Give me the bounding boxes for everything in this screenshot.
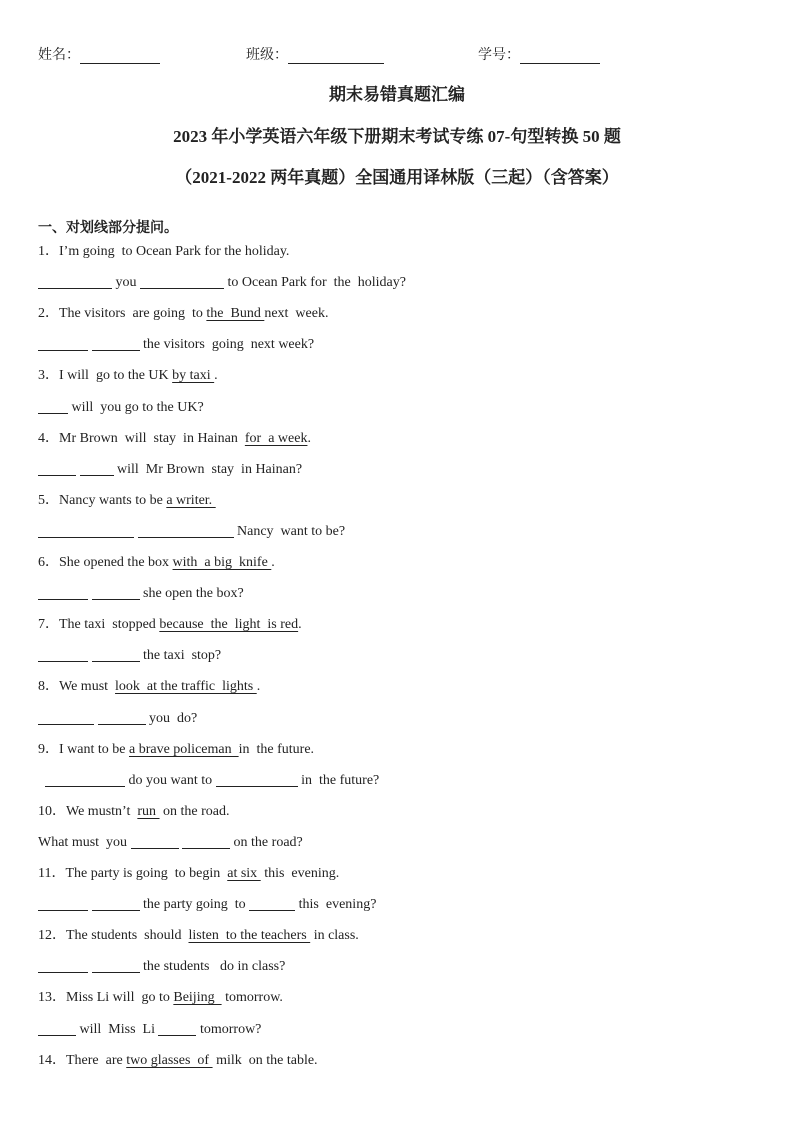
question-text: in the future.	[238, 741, 315, 757]
answer-text: you	[112, 275, 140, 291]
answer-blank[interactable]	[45, 772, 125, 787]
answer-blank[interactable]	[92, 958, 140, 973]
answer-text: tomorrow?	[196, 1021, 262, 1037]
student-id-label: 学号：	[478, 48, 520, 63]
answer-line-1	[38, 274, 406, 292]
answer-text: do you want to	[125, 772, 216, 788]
answer-text: she open the box?	[139, 586, 244, 602]
answer-line-9	[38, 772, 379, 790]
underlined-phrase: listen to the teachers	[188, 928, 311, 944]
name-field	[38, 44, 160, 64]
question-text: 1．I’m going to Ocean Park for the holiday.	[38, 244, 290, 259]
answer-blank[interactable]	[38, 274, 112, 289]
answer-line-3	[38, 399, 204, 417]
question-text: .	[271, 555, 275, 570]
underlined-phrase: run	[137, 803, 160, 819]
answer-text: on the road?	[230, 834, 303, 850]
question-text: on the road.	[159, 803, 230, 819]
answer-blank[interactable]	[38, 336, 88, 351]
answer-blank[interactable]	[98, 710, 146, 725]
student-id-blank[interactable]	[520, 48, 600, 64]
question-text: 7．The taxi stopped	[38, 617, 160, 633]
answer-blank[interactable]	[80, 461, 114, 476]
name-label: 姓名：	[38, 48, 80, 63]
answer-blank[interactable]	[158, 1021, 196, 1036]
answer-blank[interactable]	[38, 896, 88, 911]
question-text: 13．Miss Li will go to	[38, 990, 174, 1006]
question-text: 10．We mustn’t	[38, 803, 138, 819]
answer-text: What must you	[38, 834, 131, 850]
class-blank[interactable]	[288, 48, 384, 64]
question-7	[38, 616, 302, 634]
answer-text: the party going to	[139, 897, 250, 913]
answer-text: you do?	[145, 710, 198, 726]
question-text: .	[214, 368, 218, 384]
answer-line-13	[38, 1021, 261, 1039]
answer-blank[interactable]	[38, 523, 134, 538]
answer-text: the students do in class?	[139, 959, 286, 975]
question-5	[38, 492, 216, 510]
question-text: 4．Mr Brown will stay in Hainan	[38, 430, 245, 446]
answer-text: will Miss Li	[76, 1021, 159, 1037]
answer-text: the taxi stop?	[139, 648, 222, 664]
question-text: 14．There are	[38, 1052, 127, 1068]
answer-text: will Mr Brown stay in Hainan?	[113, 461, 303, 477]
answer-blank[interactable]	[138, 523, 234, 538]
question-text: milk on the table.	[212, 1052, 318, 1068]
answer-blank[interactable]	[92, 336, 140, 351]
underlined-phrase: a writer.	[166, 492, 216, 508]
question-text: this evening.	[260, 866, 340, 881]
underlined-phrase: Beijing	[173, 990, 222, 1006]
question-text: in class.	[310, 928, 359, 944]
answer-blank[interactable]	[38, 585, 88, 600]
question-text: 6．She opened the box	[38, 555, 173, 570]
question-3	[38, 367, 218, 385]
answer-blank[interactable]	[140, 274, 224, 289]
class-label: 班级：	[246, 48, 288, 63]
question-text: 12．The students should	[38, 928, 189, 944]
question-text: 11．The party is going to begin	[38, 866, 228, 881]
question-text: 8．We must	[38, 679, 116, 695]
title-line-3: （2021-2022 两年真题）全国通用译林版（三起）（含答案）	[175, 168, 619, 187]
student-id-field	[478, 44, 600, 64]
question-6	[38, 554, 275, 572]
answer-blank[interactable]	[182, 834, 230, 849]
answer-text: the visitors going next week?	[139, 337, 315, 353]
question-9	[38, 741, 314, 759]
question-text: 2．The visitors are going to	[38, 306, 207, 322]
question-2	[38, 305, 328, 323]
answer-line-4	[38, 461, 302, 479]
answer-blank[interactable]	[38, 1021, 76, 1036]
underlined-phrase: at six	[227, 866, 261, 881]
title-line-1: 期末易错真题汇编	[329, 85, 465, 104]
answer-line-6	[38, 585, 244, 603]
answer-line-5	[38, 523, 345, 541]
answer-blank[interactable]	[38, 399, 68, 414]
answer-blank[interactable]	[38, 958, 88, 973]
answer-text	[38, 773, 45, 788]
answer-blank[interactable]	[249, 896, 295, 911]
underlined-phrase: look at the traffic lights	[115, 679, 257, 695]
answer-blank[interactable]	[131, 834, 179, 849]
answer-line-10	[38, 834, 303, 852]
answer-blank[interactable]	[38, 461, 76, 476]
question-10	[38, 803, 230, 821]
underlined-phrase: the Bund	[206, 306, 265, 322]
name-blank[interactable]	[80, 48, 160, 64]
question-1	[38, 243, 289, 261]
question-text: 3．I will go to the UK	[38, 368, 173, 384]
underlined-phrase: a brave policeman	[128, 741, 239, 757]
question-text: tomorrow.	[221, 990, 283, 1006]
answer-blank[interactable]	[38, 647, 88, 662]
question-13	[38, 989, 283, 1007]
answer-text: will you go to the UK?	[68, 399, 204, 415]
answer-blank[interactable]	[38, 710, 94, 725]
underlined-phrase: for a week	[244, 430, 308, 446]
answer-blank[interactable]	[92, 896, 140, 911]
underlined-phrase: by taxi	[172, 368, 215, 384]
answer-text: this evening?	[295, 897, 377, 913]
underlined-phrase: because the light is red	[159, 617, 299, 633]
class-field	[246, 44, 384, 64]
answer-blank[interactable]	[92, 585, 140, 600]
question-text: 9．I want to be	[38, 741, 129, 757]
underlined-phrase: with a big knife	[172, 555, 272, 570]
answer-text: to Ocean Park for the holiday?	[224, 275, 406, 291]
answer-blank[interactable]	[92, 647, 140, 662]
title-line-2: 2023 年小学英语六年级下册期末考试专练 07-句型转换 50 题	[173, 127, 621, 146]
question-text: 5．Nancy wants to be	[38, 492, 167, 508]
answer-line-2	[38, 336, 314, 354]
question-text: .	[307, 430, 311, 446]
answer-text: in the future?	[297, 772, 380, 788]
question-text: .	[298, 617, 302, 633]
student-info-row	[38, 44, 758, 64]
answer-line-11	[38, 896, 376, 914]
question-14	[38, 1052, 318, 1070]
answer-text: Nancy want to be?	[233, 523, 346, 539]
question-12	[38, 927, 359, 945]
answer-line-8	[38, 710, 197, 728]
answer-line-7	[38, 647, 221, 665]
question-4	[38, 430, 311, 448]
question-8	[38, 678, 260, 696]
underlined-phrase: two glasses of	[126, 1052, 213, 1068]
answer-line-12	[38, 958, 285, 976]
answer-blank[interactable]	[216, 772, 298, 787]
question-11	[38, 865, 339, 883]
question-text: .	[256, 679, 261, 695]
question-text: next week.	[264, 306, 329, 322]
section-heading: 一、对划线部分提问。	[38, 221, 178, 236]
